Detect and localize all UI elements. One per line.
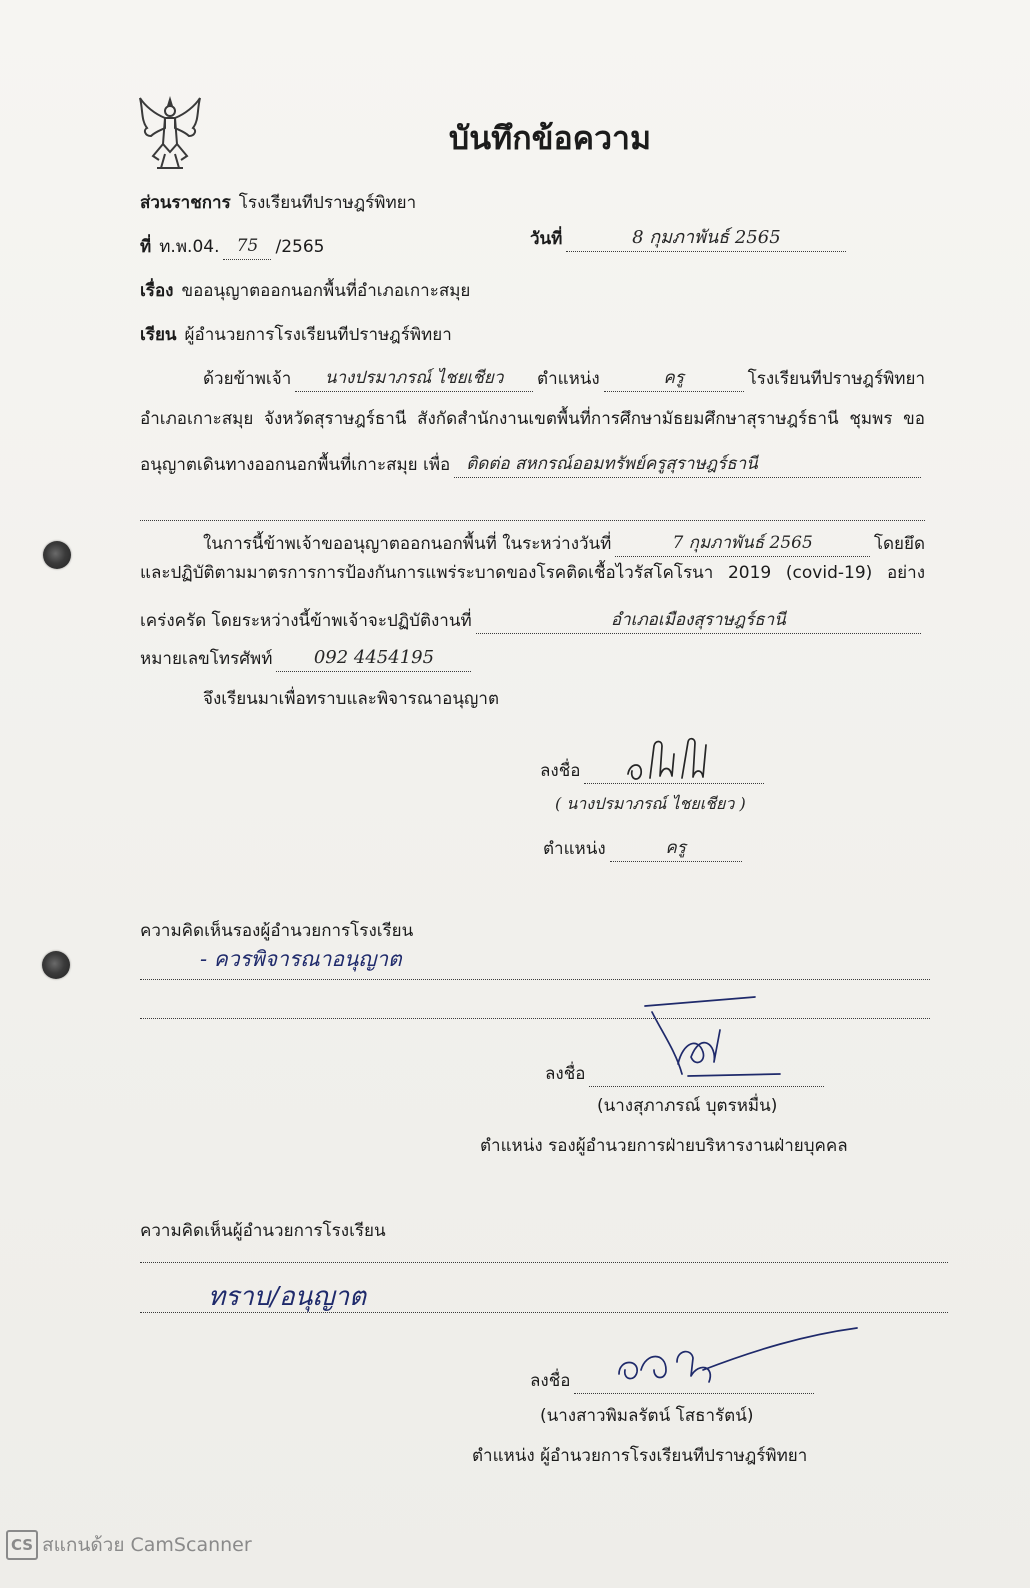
date-row [530, 226, 850, 252]
signature-stroke [678, 1030, 720, 1064]
punch-hole [43, 541, 71, 569]
addressee-label: เรียน [140, 325, 177, 345]
reference-number-field: 75 [223, 235, 271, 260]
director-comment-line-1 [140, 1261, 948, 1263]
reference-prefix: ท.พ.04. [159, 237, 220, 257]
garuda-emblem-icon [137, 94, 203, 172]
emblem-body [163, 118, 177, 152]
signature-stroke [677, 1352, 710, 1382]
signature-vice-director [630, 990, 790, 1085]
p2-intro: ในการนี้ข้าพเจ้าขออนุญาตออกนอกพื้นที่ ในระหว่างวันที่ [203, 534, 612, 554]
agency-label: ส่วนราชการ [140, 193, 231, 213]
date-label: วันที่ [530, 229, 563, 249]
agency-value: โรงเรียนทีปราษฎร์พิทยา [238, 193, 417, 213]
vice-director-comment: - ควรพิจารณาอนุญาต [200, 947, 402, 971]
reference-row [140, 234, 324, 260]
subject-label: เรื่อง [140, 281, 174, 301]
p1-position-label: ตำแหน่ง [537, 369, 600, 389]
p2-workplace-field: อำเภอเมืองสุราษฎร์ธานี [476, 609, 921, 634]
phone-row [140, 646, 475, 672]
vice-director-name: (นางสุภาภรณ์ บุตรหมื่น) [597, 1096, 778, 1116]
scanner-watermark: สแกนด้วย CamScanner [42, 1534, 252, 1556]
requester-name: ( นางปรมาภรณ์ ไชยเชียว ) [555, 794, 746, 813]
paragraph1-line1 [203, 366, 925, 392]
p2-line3-text: เคร่งครัด โดยระหว่างนี้ข้าพเจ้าจะปฏิบัติงานที่ [140, 611, 472, 631]
agency-row [140, 190, 416, 216]
reference-label: ที่ [140, 237, 152, 257]
paragraph2-line1 [203, 531, 925, 557]
vice-comment-line-1 [140, 978, 930, 980]
paragraph1-line2: อำเภอเกาะสมุย จังหวัดสุราษฎร์ธานี สังกัดสำนักงานเขตพื้นที่การศึกษามัธยมศึกษาสุราษฎร์ธานี ชุมพร ขอ [140, 409, 925, 429]
closing-line: จึงเรียนมาเพื่อทราบและพิจารณาอนุญาต [203, 689, 500, 709]
p1-line3-text: อนุญาตเดินทางออกนอกพื้นที่เกาะสมุย เพื่อ [140, 455, 451, 475]
phone-label: หมายเลขโทรศัพท์ [140, 649, 273, 669]
signature-stroke [682, 739, 706, 778]
addressee-row [140, 322, 452, 348]
p1-name-field: นางปรมาภรณ์ ไชยเชียว [295, 367, 533, 392]
page-title: บันทึกข้อความ [448, 119, 652, 157]
director-position: ตำแหน่ง ผู้อำนวยการโรงเรียนทีปราษฎร์พิทยา [472, 1446, 808, 1466]
signature-stroke [645, 997, 755, 1006]
signature-stroke [650, 742, 674, 779]
punch-hole [42, 951, 70, 979]
emblem-right-wing [175, 98, 200, 136]
vice-director-heading: ความคิดเห็นรองผู้อำนวยการโรงเรียน [140, 921, 414, 941]
paragraph2-line3 [140, 608, 925, 634]
signature-director [605, 1318, 865, 1393]
blank-dotted-line [140, 519, 925, 521]
signature-stroke [703, 1328, 857, 1370]
p2-end: โดยยึด [873, 534, 925, 554]
vice-sign-label: ลงชื่อ [545, 1064, 586, 1084]
emblem-head [165, 106, 175, 116]
signature-stroke [688, 1074, 780, 1076]
camscanner-logo-icon: CS [6, 1530, 38, 1560]
p1-intro: ด้วยข้าพเจ้า [203, 369, 292, 389]
vice-director-position: ตำแหน่ง รองผู้อำนวยการฝ่ายบริหารงานฝ่ายบุคคล [480, 1136, 848, 1156]
signature-stroke [628, 765, 641, 779]
p2-date-field: 7 กุมภาพันธ์ 2565 [615, 532, 869, 557]
director-heading: ความคิดเห็นผู้อำนวยการโรงเรียน [140, 1221, 386, 1241]
signature-stroke [641, 1357, 666, 1378]
subject-value: ขออนุญาตออกนอกพื้นที่อำเภอเกาะสมุย [181, 281, 471, 301]
emblem-crown [167, 96, 173, 106]
emblem-left-wing [140, 98, 165, 136]
director-comment: ทราบ/อนุญาต [208, 1282, 366, 1312]
requester-position-label: ตำแหน่ง [543, 839, 606, 859]
subject-row [140, 278, 470, 304]
date-field: 8 กุมภาพันธ์ 2565 [566, 227, 846, 252]
requester-sign-label: ลงชื่อ [540, 761, 581, 781]
addressee-value: ผู้อำนวยการโรงเรียนทีปราษฎร์พิทยา [184, 325, 452, 345]
signature-stroke [652, 1012, 682, 1074]
reference-suffix: /2565 [275, 237, 325, 257]
p1-school: โรงเรียนทีปราษฎร์พิทยา [747, 369, 925, 389]
phone-field: 092 4454195 [276, 647, 471, 672]
p1-purpose-field: ติดต่อ สหกรณ์ออมทรัพย์ครูสุราษฎร์ธานี [454, 453, 921, 478]
paragraph1-line3 [140, 452, 925, 478]
requester-position-row [543, 836, 746, 862]
emblem-feet [153, 144, 187, 168]
director-name: (นางสาวพิมลรัตน์ โสธารัตน์) [540, 1406, 754, 1426]
director-sign-label: ลงชื่อ [530, 1371, 571, 1391]
signature-requester [620, 728, 730, 788]
p1-position-field: ครู [604, 367, 744, 392]
paragraph2-line2: และปฏิบัติตามมาตรการการป้องกันการแพร่ระบาดของโรคติดเชื้อไวรัสโคโรนา 2019 (covid-19) อย่าง [140, 563, 925, 583]
vice-comment-line-2 [140, 1017, 930, 1019]
requester-position-field: ครู [610, 837, 742, 862]
signature-stroke [619, 1362, 637, 1378]
